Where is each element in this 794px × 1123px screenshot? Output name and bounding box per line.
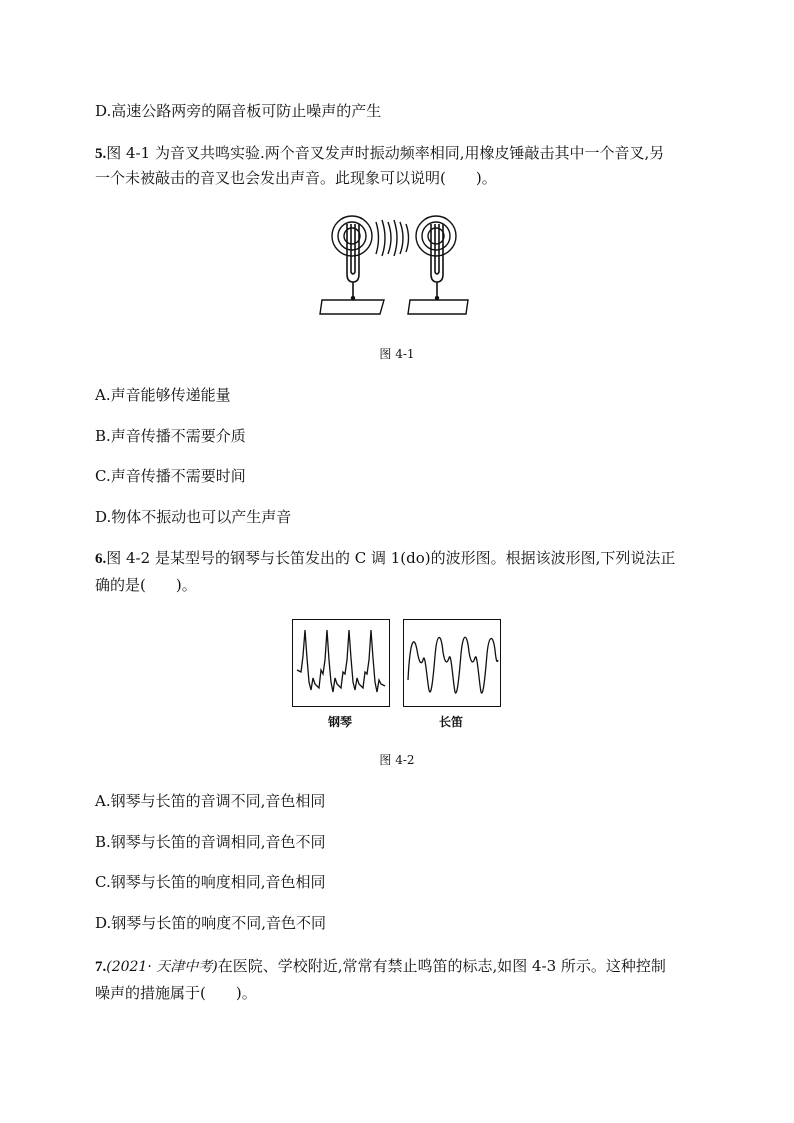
q6-option-b: B.钢琴与长笛的音调相同,音色不同 bbox=[95, 833, 326, 851]
q5-stem-1: 图 4-1 为音叉共鸣实验.两个音叉发声时振动频率相同,用橡皮锤敲击其中一个音叉,另 bbox=[106, 144, 665, 162]
q6-line2: 确的是( )。 bbox=[95, 576, 197, 594]
sound-wave-arc bbox=[406, 224, 409, 252]
q7-line2: 噪声的措施属于( )。 bbox=[95, 984, 257, 1002]
piano-wave bbox=[297, 630, 385, 692]
q6-option-a: A.钢琴与长笛的音调不同,音色相同 bbox=[95, 792, 326, 810]
flute-waveform bbox=[404, 620, 500, 706]
flute-waveform-box bbox=[403, 619, 501, 707]
right-fork-ring bbox=[422, 222, 450, 250]
sound-wave-arc bbox=[400, 222, 403, 254]
q6-number: 6. bbox=[95, 551, 107, 567]
piano-label: 钢琴 bbox=[327, 715, 352, 729]
sound-wave-arc bbox=[394, 220, 397, 256]
sound-wave-arc bbox=[376, 222, 379, 254]
q5-option-c: C.声音传播不需要时间 bbox=[95, 467, 246, 485]
flute-wave bbox=[408, 637, 498, 693]
q7-number: 7. bbox=[95, 959, 107, 975]
piano-waveform-box bbox=[292, 619, 390, 707]
q5-line1 bbox=[95, 143, 664, 164]
right-fork bbox=[431, 224, 443, 296]
q7-source: (2021· 天津中考) bbox=[106, 959, 218, 975]
left-resonance-box bbox=[320, 300, 384, 314]
figure-4-2-caption: 图 4-2 bbox=[379, 753, 415, 767]
q6-stem-1: 图 4-2 是某型号的钢琴与长笛发出的 C 调 1(do)的波形图。根据该波形图,下列说法正 bbox=[106, 549, 676, 567]
q6-option-c: C.钢琴与长笛的响度相同,音色相同 bbox=[95, 873, 326, 891]
tuning-fork-figure bbox=[318, 212, 470, 318]
flute-label: 长笛 bbox=[438, 715, 463, 729]
q7-line1 bbox=[95, 956, 666, 977]
q5-line2: 一个未被敲击的音叉也会发出声音。此现象可以说明( )。 bbox=[95, 169, 497, 187]
q7-stem-1: 在医院、学校附近,常常有禁止鸣笛的标志,如图 4-3 所示。这种控制 bbox=[217, 957, 666, 975]
q6-option-d: D.钢琴与长笛的响度不同,音色不同 bbox=[95, 914, 327, 932]
prev-option-d: D.高速公路两旁的隔音板可防止噪声的产生 bbox=[95, 102, 382, 120]
left-fork-ring bbox=[338, 222, 366, 250]
q5-number: 5. bbox=[95, 146, 107, 162]
left-fork bbox=[347, 224, 359, 296]
q5-option-a: A.声音能够传递能量 bbox=[95, 386, 231, 404]
sound-wave-arc bbox=[388, 222, 391, 254]
q5-option-d: D.物体不振动也可以产生声音 bbox=[95, 508, 292, 526]
q5-option-b: B.声音传播不需要介质 bbox=[95, 427, 246, 445]
sound-wave-arc bbox=[382, 220, 385, 256]
piano-waveform bbox=[293, 620, 389, 706]
figure-4-1-caption: 图 4-1 bbox=[379, 347, 415, 361]
right-resonance-box bbox=[408, 300, 468, 314]
q6-line1 bbox=[95, 548, 675, 569]
